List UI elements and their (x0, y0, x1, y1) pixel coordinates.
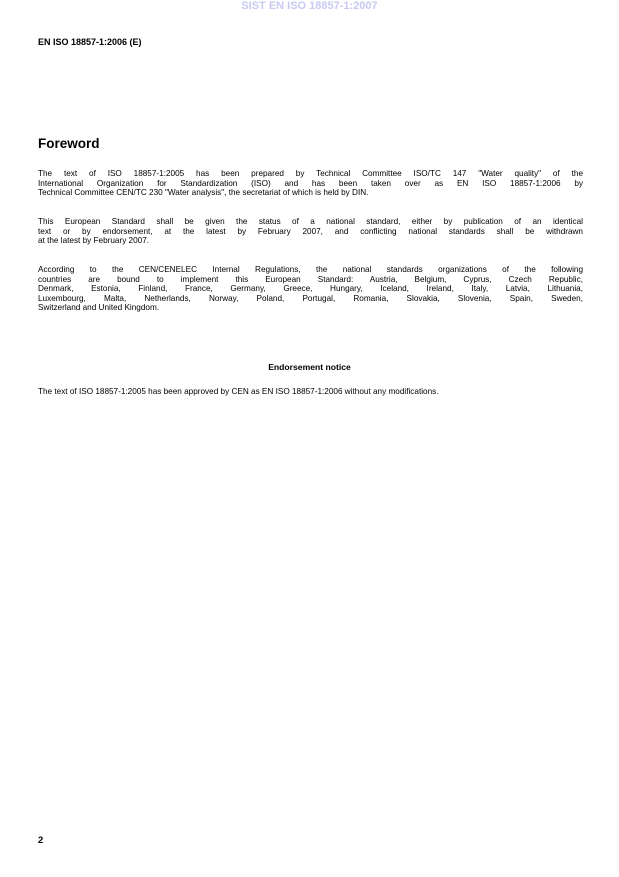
text-line: text or by endorsement, at the latest by February 2007, and conflicting national standards shall be withdrawn (38, 226, 583, 236)
text-line: countries are bound to implement this European Standard: Austria, Belgium, Cyprus, Czech Republic, (38, 274, 583, 284)
foreword-title: Foreword (38, 136, 100, 151)
foreword-paragraph-2 (38, 217, 583, 246)
endorsement-title: Endorsement notice (268, 362, 351, 372)
foreword-paragraph-3 (38, 265, 583, 313)
endorsement-text (38, 387, 583, 397)
text-line: Denmark, Estonia, Finland, France, Germany, Greece, Hungary, Iceland, Ireland, Italy, Latvia, Lithuania, (38, 284, 583, 294)
text-line: The text of ISO 18857-1:2005 has been prepared by Technical Committee ISO/TC 147 "Water quality" of the (38, 169, 583, 178)
foreword-paragraph-1 (38, 169, 583, 198)
text-line: The text of ISO 18857-1:2005 has been approved by CEN as EN ISO 18857-1:2006 without any modifications. (38, 387, 439, 396)
text-line: Switzerland and United Kingdom. (38, 303, 160, 313)
text-line: According to the CEN/CENELEC Internal Regulations, the national standards organizations of the following (38, 265, 583, 274)
page-number: 2 (38, 835, 44, 846)
text-line: at the latest by February 2007. (38, 236, 150, 246)
text-line: International Organization for Standardization (ISO) and has been taken over as EN ISO 18857-1:2006 by (38, 178, 583, 188)
text-line: Technical Committee CEN/TC 230 "Water analysis", the secretariat of which is held by DIN. (38, 188, 369, 198)
text-line: Luxembourg, Malta, Netherlands, Norway, Poland, Portugal, Romania, Slovakia, Slovenia, Spain, Sweden, (38, 293, 583, 303)
watermark: SIST EN ISO 18857-1:2007 (241, 0, 378, 12)
document-header: EN ISO 18857-1:2006 (E) (38, 37, 142, 47)
text-line: This European Standard shall be given the status of a national standard, either by publication of an identical (38, 217, 583, 226)
